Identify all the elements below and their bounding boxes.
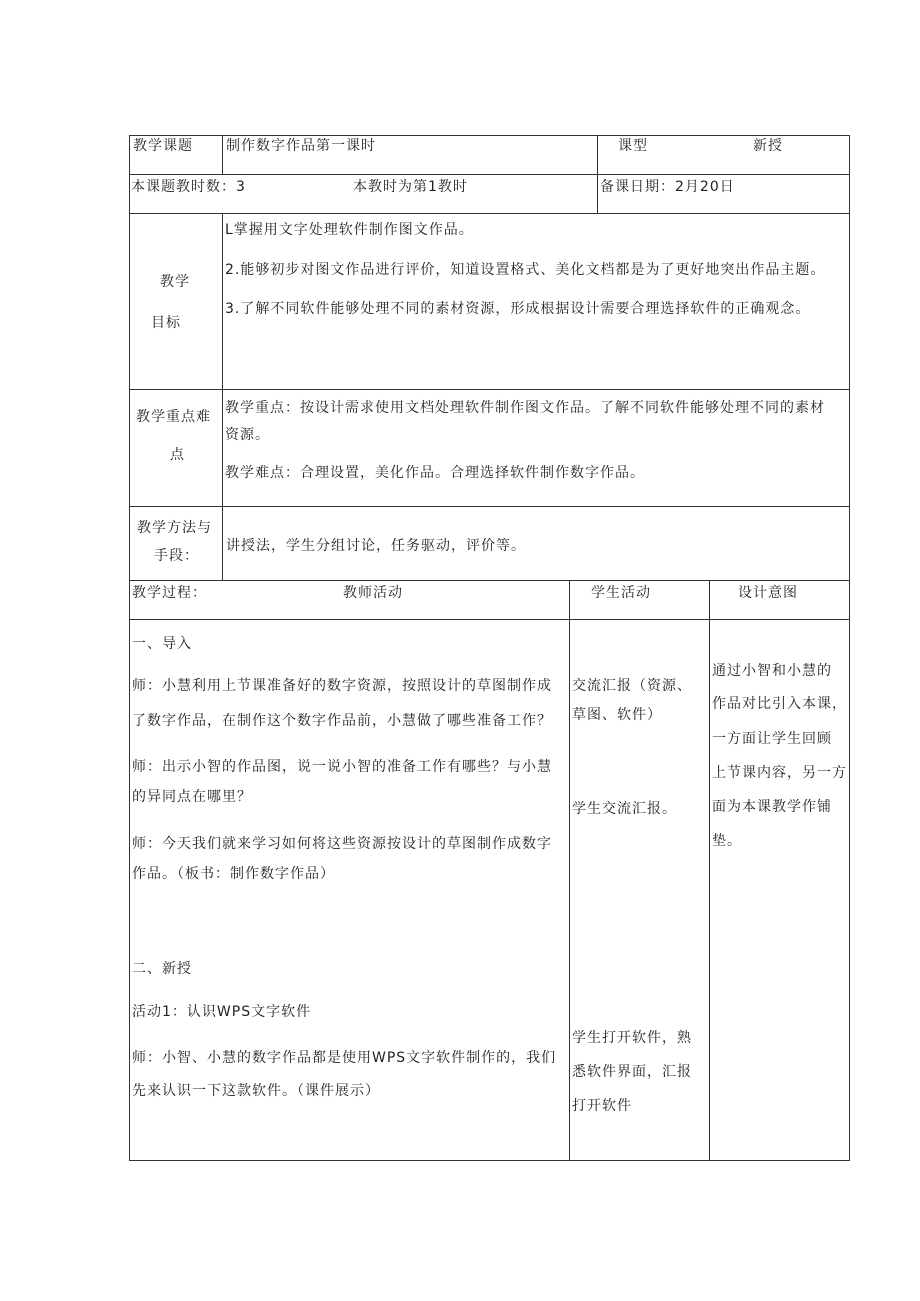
teacher-para-4: 先来认识一下这款软件。（课件展示）	[132, 1083, 380, 1099]
methods-label-2: 手段：	[154, 548, 199, 564]
row-border	[129, 619, 850, 620]
design-intent: 通过小智和小慧的	[712, 663, 832, 679]
goal-item-1: L掌握用文字处理软件制作图文作品。	[225, 222, 474, 238]
type-value: 新授	[753, 138, 783, 154]
goals-label-2: 目标	[151, 315, 181, 331]
design-intent: 面为本课教学作铺	[712, 799, 832, 815]
teacher-para-1: 师：小慧利用上节课准备好的数字资源，按照设计的草图制作成	[132, 678, 552, 694]
current-hour: 本教时为第1教时	[353, 179, 468, 195]
row-border	[129, 213, 850, 214]
teacher-para-4: 师：小智、小慧的数字作品都是使用WPS文字软件制作的，我们	[132, 1050, 557, 1066]
row-border	[129, 506, 850, 507]
design-intent: 作品对比引入本课，	[712, 696, 847, 712]
total-hours: 本课题教时数：3	[131, 179, 246, 195]
col-border	[222, 213, 223, 580]
col-teacher-header: 教师活动	[343, 585, 403, 601]
goals-label-1: 教学	[160, 274, 190, 290]
teacher-para-3: 师：今天我们就来学习如何将这些资源按设计的草图制作成数字	[132, 836, 552, 852]
student-activity-3: 打开软件	[572, 1098, 632, 1114]
col-border	[129, 135, 130, 1161]
keypoints-label-2: 点	[170, 447, 185, 463]
topic-label: 教学课题	[133, 138, 193, 154]
new-heading: 二、新授	[132, 961, 192, 977]
col-design-header: 设计意图	[738, 585, 798, 601]
teacher-para-1: 了数字作品，在制作这个数字作品前，小慧做了哪些准备工作？	[132, 713, 552, 729]
key-point-line-1: 教学重点：按设计需求使用文档处理软件制作图文作品。了解不同软件能够处理不同的素材	[225, 400, 825, 416]
process-label: 教学过程：	[132, 585, 207, 601]
topic-value: 制作数字作品第一课时	[226, 138, 376, 154]
prep-date: 备课日期：2月20日	[600, 179, 735, 195]
design-intent: 一方面让学生回顾	[712, 731, 832, 747]
row-border	[129, 174, 850, 175]
methods-value: 讲授法，学生分组讨论，任务驱动，评价等。	[226, 538, 526, 554]
col-border	[597, 135, 598, 213]
student-activity-2: 学生交流汇报。	[572, 801, 677, 817]
goal-item-3: 3.了解不同软件能够处理不同的素材资源，形成根据设计需要合理选择软件的正确观念。	[225, 301, 811, 317]
goal-item-2: 2.能够初步对图文作品进行评价，知道设置格式、美化文档都是为了更好地突出作品主题。	[225, 262, 826, 278]
student-activity-1: 草图、软件）	[572, 707, 662, 723]
student-activity-1: 交流汇报（资源、	[572, 678, 692, 694]
teacher-para-2: 师：出示小智的作品图，说一说小智的准备工作有哪些？与小慧	[132, 759, 552, 775]
student-activity-3: 悉软件界面，汇报	[572, 1064, 692, 1080]
intro-heading: 一、导入	[132, 636, 192, 652]
keypoints-label-1: 教学重点难	[136, 409, 211, 425]
activity-title: 活动1：认识WPS文字软件	[132, 1004, 312, 1020]
difficulty-point: 教学难点：合理设置，美化作品。合理选择软件制作数字作品。	[225, 465, 645, 481]
design-intent: 上节课内容，另一方	[712, 765, 847, 781]
col-border	[849, 135, 850, 1161]
row-border	[129, 1160, 850, 1161]
methods-label-1: 教学方法与	[137, 520, 212, 536]
row-border	[129, 580, 850, 581]
row-border	[129, 389, 850, 390]
col-border	[569, 580, 570, 1160]
teacher-para-3: 作品。（板书：制作数字作品）	[132, 866, 335, 882]
col-border	[709, 580, 710, 1160]
col-student-header: 学生活动	[591, 585, 651, 601]
teacher-para-2: 的异同点在哪里？	[132, 789, 252, 805]
key-point-line-2: 资源。	[225, 427, 270, 443]
col-border	[222, 135, 223, 174]
student-activity-3: 学生打开软件，熟	[572, 1030, 692, 1046]
design-intent: 垫。	[712, 833, 742, 849]
type-label: 课型	[618, 138, 648, 154]
